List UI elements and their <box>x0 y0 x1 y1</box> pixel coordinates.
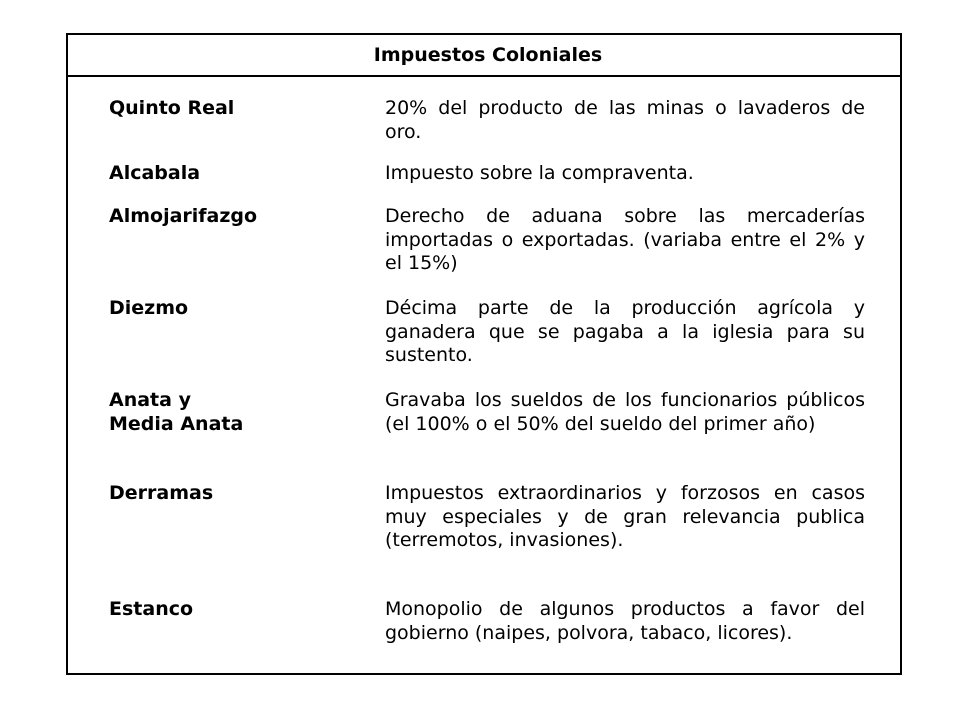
tax-name: Diezmo <box>109 297 189 319</box>
tax-name: Derramas <box>109 482 214 504</box>
tax-name: Anata y Media Anata <box>109 389 244 435</box>
tax-description: Décima parte de la producción agrícola y ganadera que se pagaba a la iglesia para su sustento. <box>385 297 865 366</box>
tax-description: Gravaba los sueldos de los funcionarios públicos (el 100% o el 50% del sueldo del primer año) <box>385 389 865 435</box>
tax-name: Alcabala <box>109 162 201 184</box>
tax-description: Derecho de aduana sobre las mercaderías importadas o exportadas. (variaba entre el 2% y el 15%) <box>385 205 865 274</box>
colonial-taxes-table <box>66 33 902 675</box>
tax-name: Almojarifazgo <box>109 205 258 227</box>
tax-description: Impuesto sobre la compraventa. <box>385 162 694 184</box>
table-title: Impuestos Coloniales <box>68 35 900 77</box>
tax-description: Impuestos extraordinarios y forzosos en casos muy especiales y de gran relevancia publica (terremotos, invasiones). <box>385 482 865 551</box>
tax-name: Quinto Real <box>109 97 235 119</box>
tax-name: Estanco <box>109 598 194 620</box>
tax-description: 20% del producto de las minas o lavaderos de oro. <box>385 97 865 143</box>
tax-description: Monopolio de algunos productos a favor del gobierno (naipes, polvora, tabaco, licores). <box>385 598 865 644</box>
